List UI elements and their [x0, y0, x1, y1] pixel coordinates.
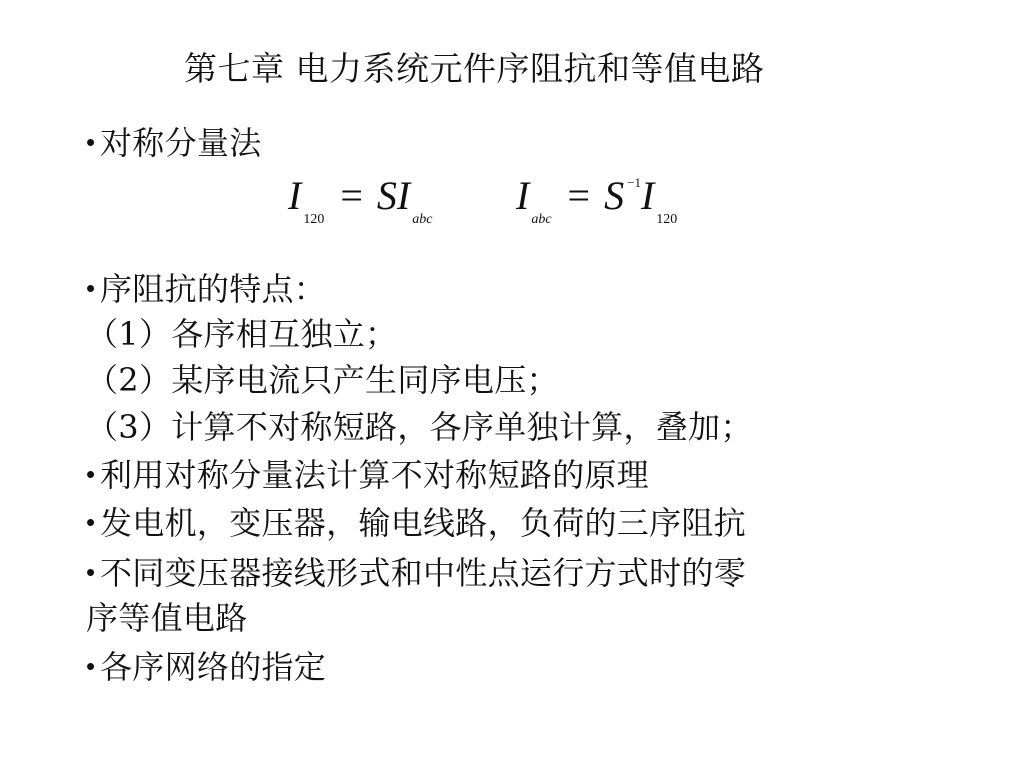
formula-equals: = — [340, 173, 363, 218]
formula-lhs-subscript: abc — [531, 212, 552, 227]
line-text: 利用对称分量法计算不对称短路的原理 — [100, 456, 650, 494]
line-text: 序阻抗的特点： — [100, 270, 327, 308]
line-text: 各序网络的指定 — [100, 648, 327, 686]
line-text: 发电机，变压器，输电线路，负荷的三序阻抗 — [100, 504, 747, 542]
line-text: （3）计算不对称短路，各序单独计算，叠加； — [86, 408, 753, 446]
formula-iabc-equals-sinv-i120 — [516, 168, 679, 234]
bullet-line-symmetric-components — [86, 120, 262, 165]
bullet-line-three-sequence-impedances — [86, 500, 746, 545]
formula-lhs-subscript: 120 — [303, 212, 325, 227]
line-text: （1）各序相互独立； — [86, 315, 398, 353]
bullet-dot-icon: • — [86, 459, 96, 489]
formula-rhs-var-s: S — [604, 173, 625, 218]
formula-rhs-subscript: abc — [412, 212, 433, 227]
bullet-dot-icon: • — [86, 127, 96, 157]
formula-rhs-var: SI — [376, 173, 411, 218]
sub-item-3 — [86, 405, 753, 449]
formula-lhs-var: I — [288, 173, 302, 218]
bullet-line-sequence-impedance-features — [86, 266, 326, 311]
sub-item-1 — [86, 312, 397, 356]
bullet-dot-icon: • — [86, 557, 96, 587]
formula-superscript-inverse: −1 — [627, 175, 641, 190]
line-text: 不同变压器接线形式和中性点运行方式时的零 — [100, 554, 747, 592]
bullet-dot-icon: • — [86, 507, 96, 537]
formula-row — [0, 168, 1024, 238]
bullet-line-zero-sequence — [86, 550, 746, 595]
formula-i120-equals-s-iabc — [288, 168, 434, 234]
bullet-dot-icon: • — [86, 273, 96, 303]
slide-title: 第七章 电力系统元件序阻抗和等值电路 — [184, 49, 765, 88]
formula-rhs-subscript: 120 — [656, 212, 678, 227]
formula-lhs-var: I — [516, 173, 530, 218]
formula-rhs-var-i: I — [640, 173, 655, 218]
formula-equals: = — [567, 173, 591, 218]
line-text: 对称分量法 — [100, 124, 262, 162]
bullet-dot-icon: • — [86, 651, 96, 681]
bullet-line-principle — [86, 452, 649, 497]
line-text: （2）某序电流只产生同序电压； — [86, 361, 559, 399]
sub-item-2 — [86, 358, 559, 402]
line-text: 序等值电路 — [86, 599, 248, 637]
bullet-line-sequence-networks — [86, 644, 326, 689]
zero-sequence-continuation — [86, 596, 248, 640]
